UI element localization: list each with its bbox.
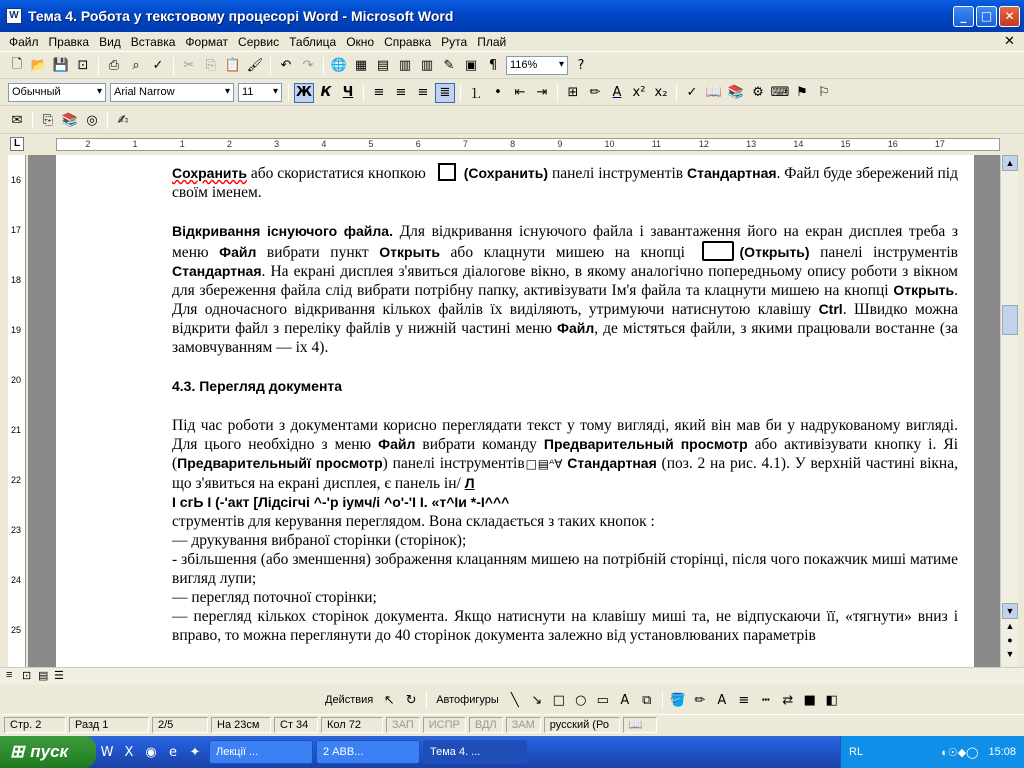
tables-borders-icon[interactable]: ▦ [354, 58, 368, 73]
text-bold: Стандартная [687, 165, 777, 181]
section-heading: 4.3. Перегляд документа [172, 378, 343, 394]
status-bar [0, 714, 1024, 734]
save-icon[interactable]: 💾 [52, 58, 70, 73]
menu-insert[interactable]: Вставка [130, 34, 176, 49]
vruler-tick: 23 [11, 525, 22, 535]
help-icon[interactable]: ? [577, 58, 585, 73]
oval-icon[interactable]: ○ [575, 692, 587, 708]
ruler-tick: 2 [226, 139, 232, 149]
tools-icon[interactable]: ⚙ [752, 85, 764, 100]
vertical-scrollbar[interactable] [1000, 155, 1018, 667]
drawing-toolbar [0, 686, 1024, 714]
print-icon[interactable]: ⎙ [108, 58, 120, 73]
signature-icon[interactable]: ✍ [117, 112, 129, 128]
status-line: Ст 34 [274, 717, 318, 733]
decrease-indent-icon[interactable]: ⇤ [514, 85, 526, 100]
spellcheck-icon[interactable]: ✓ [686, 85, 698, 100]
subscript-icon[interactable]: x₂ [654, 85, 668, 100]
status-ext[interactable]: ВДЛ [469, 717, 503, 733]
list-item: - збільшення (або зменшення) зображення клацанням мишею на потрібній сторінці, після чого покажчик миші матиме вигляд лупи; [172, 551, 958, 587]
vruler-tick: 16 [11, 175, 22, 185]
close-button[interactable]: ✕ [999, 6, 1020, 27]
translate-icon[interactable]: ⚐ [818, 85, 830, 100]
list-item: — перегляд поточної сторінки; [172, 589, 377, 606]
document-text[interactable] [172, 163, 958, 645]
prev-page-icon[interactable]: ▲ [1005, 621, 1015, 631]
hyperlink-icon[interactable]: 🌐 [330, 58, 348, 73]
flag-icon[interactable]: ⚑ [796, 85, 808, 100]
list-item: — перегляд кількох сторінок документа. Якщо натиснути на клавішу миші та, не відпускаючи її, «тягнути» вниз і вправо, то можна переглянути до 40 сторінок документа залежно від установлюваних параметрів [172, 608, 958, 644]
vertical-ruler[interactable] [8, 155, 26, 667]
superscript-icon[interactable]: x² [632, 85, 646, 100]
spelling-icon[interactable]: ✓ [152, 58, 164, 73]
status-language[interactable]: русский (Ро [544, 717, 620, 733]
status-rec[interactable]: ЗАП [386, 717, 420, 733]
text-bold: Відкривання існуючого файла. [172, 223, 393, 239]
text-run: . Файл буде збережений під своїм іменем. [172, 165, 959, 201]
status-col: Кол 72 [321, 717, 383, 733]
windows-logo-icon: ⊞ [10, 742, 25, 761]
print-preview-icon[interactable]: ⌕ [132, 58, 140, 73]
line-icon[interactable]: ╲ [510, 692, 519, 708]
spelling-status-icon[interactable]: 📖 [623, 717, 657, 733]
text-bold: Стандартная [172, 263, 262, 279]
rectangle-icon[interactable]: □ [552, 692, 565, 708]
scroll-thumb[interactable] [1002, 305, 1018, 335]
quicklaunch-browser-icon[interactable]: e [169, 744, 177, 760]
ruler-tick: 3 [274, 139, 280, 149]
ruler-tick: 7 [462, 139, 468, 149]
drawing-icon[interactable]: ✎ [443, 58, 455, 73]
text-run: Під час роботи з документами корисно переглядати текст у тому вигляді, який він мав би у надрукованому вигляді. Для цього необхідно з меню [172, 417, 958, 453]
status-trk[interactable]: ИСПР [423, 717, 466, 733]
keyboard-icon[interactable]: ⌨ [770, 85, 790, 100]
media-icon[interactable]: ◎ [86, 112, 98, 128]
ruler-tick: 16 [887, 139, 898, 149]
separator [557, 84, 558, 102]
scroll-down-arrow[interactable]: ▼ [1002, 603, 1018, 619]
vruler-tick: 21 [11, 425, 22, 435]
rotate-icon[interactable]: ↻ [405, 692, 417, 708]
quicklaunch-misc-icon[interactable]: ✦ [189, 744, 201, 760]
ruler-tick: 17 [934, 139, 945, 149]
menu-format[interactable]: Формат [185, 34, 229, 49]
bold-button[interactable]: Ж [294, 83, 314, 103]
ruler-tick: 11 [651, 139, 662, 149]
paste-icon[interactable]: 📋 [224, 58, 242, 73]
shadow-icon[interactable]: ■ [803, 692, 816, 708]
3d-icon[interactable]: ◧ [825, 692, 838, 708]
paragraph-save [172, 163, 958, 202]
text-bold: Ctrl [818, 301, 843, 317]
separator [662, 691, 663, 709]
arrow-icon[interactable]: ↘ [531, 692, 543, 708]
menu-edit[interactable]: Правка [48, 34, 90, 49]
horizontal-scrollbar[interactable] [0, 667, 1024, 685]
separator [107, 111, 108, 129]
text-run: ) панелі інструментів [382, 455, 525, 472]
web-view-icon[interactable]: ⊡ [22, 670, 32, 682]
title-bar[interactable] [0, 0, 1024, 32]
paragraph-open [172, 222, 958, 357]
separator [426, 691, 427, 709]
ruler-tick: 10 [604, 139, 615, 149]
text-color-icon[interactable]: A [717, 692, 727, 708]
menu-window[interactable]: Окно [346, 34, 375, 49]
ruler-tick: 5 [368, 139, 374, 149]
undo-icon[interactable]: ↶ [280, 58, 292, 73]
align-left-icon[interactable]: ≡ [373, 85, 385, 100]
text-run: . На екрані дисплея з'явиться діалогове вікно, в якому аналогічно попередньому опису роботи з вікном для збереження файла слід вибрати потрібну папку, активізувати Ім'я файла та клацнути мишею на кнопці [172, 263, 958, 299]
menu-help[interactable]: Справка [384, 34, 432, 49]
taskbar [0, 736, 1024, 768]
vruler-tick: 19 [11, 325, 22, 335]
cut-icon[interactable]: ✂ [183, 58, 195, 73]
text-run: або скористатися кнопкою [246, 165, 430, 182]
task-button[interactable]: Тема 4. ... [423, 740, 527, 764]
envelope-icon[interactable]: ✉ [11, 112, 23, 128]
tray-icons[interactable]: ◐☉◆◯ [941, 746, 979, 759]
ruler-tick: 1 [132, 139, 138, 149]
text-bold: Файл [378, 436, 416, 452]
vruler-tick: 20 [11, 375, 22, 385]
font-select[interactable]: Arial Narrow ▾ [110, 83, 234, 102]
text-run: або активізувати кнопку і. Яі ( [172, 436, 958, 472]
text-bold: Предварительныйї просмотр [177, 455, 383, 471]
paragraph-text: струментів для керування переглядом. Вона складається з таких кнопок : [172, 513, 655, 530]
folder-open-icon [702, 241, 734, 261]
text-run: панелі інструментів [548, 165, 688, 182]
underline-button[interactable]: Ч [342, 85, 354, 100]
ruler-tick: 8 [510, 139, 516, 149]
text-run: , де містяться файли, з якими працювали востанне (за замовчуванням — іх 4). [172, 320, 958, 356]
text-bold: Сохранить [172, 165, 247, 181]
outline-view-icon[interactable]: ☰ [54, 670, 64, 682]
quicklaunch-excel-icon[interactable]: X [124, 744, 134, 760]
separator [460, 84, 461, 102]
ruler-tick: 9 [557, 139, 563, 149]
status-at: На 23см [211, 717, 271, 733]
clipart-icon[interactable]: ⧉ [642, 692, 652, 708]
document-map-icon[interactable]: ▣ [464, 58, 478, 73]
ruler-tick: 1 [179, 139, 185, 149]
ruler-tick: 15 [840, 139, 851, 149]
text-bold: Л [464, 475, 475, 491]
numbering-icon[interactable]: ⒈ [469, 87, 483, 102]
text-bold: Открыть [379, 244, 440, 260]
window-title: Тема 4. Робота у текстовому процесорі Word - Microsoft Word [28, 8, 454, 24]
system-tray [840, 736, 1024, 768]
copy-icon[interactable]: ⎘ [205, 58, 217, 73]
line-color-icon[interactable]: ✏ [694, 692, 706, 708]
text-run: . Швидко можна відкрити файл з переліку файлів у нижній частині меню [172, 301, 958, 337]
highlight-icon[interactable]: ✏ [589, 85, 601, 100]
borders-icon[interactable]: ⊞ [567, 85, 579, 100]
separator [323, 57, 324, 75]
permission-icon[interactable]: ⊡ [77, 58, 89, 73]
browse-object-icon[interactable]: ● [1007, 635, 1013, 645]
text-run: вибрати пункт [256, 244, 380, 261]
separator [288, 84, 289, 102]
dictionary-icon[interactable]: 📚 [727, 85, 745, 100]
text-bold: Файл [557, 320, 595, 336]
doc-close-icon[interactable]: ✕ [1004, 34, 1015, 49]
status-page: Стр. 2 [4, 717, 66, 733]
next-page-icon[interactable]: ▼ [1005, 649, 1015, 659]
ruler-tick: 14 [793, 139, 804, 149]
text-bold: Предварительный просмотр [543, 436, 748, 452]
language-indicator[interactable]: RL [849, 746, 864, 758]
vruler-tick: 18 [11, 275, 22, 285]
preview-toolbar-icon: □▤ᴬ∀ [524, 457, 568, 471]
draw-menu-button[interactable]: Действия [325, 694, 374, 706]
horizontal-ruler[interactable] [0, 135, 1024, 153]
textbox-icon[interactable]: ▭ [596, 692, 609, 708]
print-layout-icon[interactable]: ▤ [38, 670, 49, 682]
text-run: . Для одночасного відкривання кількох файлів їх виділяють, утримуючи натиснутою клавішу [172, 282, 958, 318]
tab-selector[interactable]: L [10, 137, 24, 151]
insert-table-icon[interactable]: ▤ [376, 58, 390, 73]
format-painter-icon[interactable]: 🖌 [246, 58, 264, 73]
vruler-tick: 25 [11, 625, 22, 635]
status-section: Разд 1 [69, 717, 149, 733]
ruler-tick: 2 [85, 139, 91, 149]
quicklaunch-word-icon[interactable]: W [100, 744, 114, 760]
menu-ruta[interactable]: Рута [441, 34, 468, 49]
normal-view-icon[interactable]: ≡ [6, 669, 13, 681]
menu-tools[interactable]: Сервис [238, 34, 280, 49]
text-bold: Открыть [893, 282, 955, 298]
separator [98, 57, 99, 75]
show-hide-icon[interactable]: ¶ [488, 58, 498, 73]
menu-file[interactable]: Файл [9, 34, 39, 49]
extra-toolbar [0, 107, 1024, 134]
open-icon[interactable]: 📂 [30, 58, 48, 73]
justify-icon[interactable]: ≣ [435, 83, 455, 103]
separator [173, 57, 174, 75]
separator [676, 84, 677, 102]
clock[interactable]: 15:08 [988, 746, 1016, 758]
text-run: (поз. 2 на рис. 4.1). У верхній частині вікна, що з'явиться на екрані дисплея, є панель ін/ [172, 455, 958, 492]
standard-toolbar [0, 53, 1024, 79]
font-color-icon[interactable]: A [612, 85, 622, 100]
dash-style-icon[interactable]: ┅ [761, 692, 770, 708]
text-bold: (Открыть) [739, 244, 810, 260]
wordart-icon[interactable]: A [620, 692, 630, 708]
fill-color-icon[interactable]: 🪣 [669, 692, 686, 708]
menu-table[interactable]: Таблица [289, 34, 337, 49]
separator [32, 111, 33, 129]
zoom-select[interactable]: 116% ▾ [506, 56, 568, 75]
bullets-icon[interactable]: • [494, 85, 502, 100]
text-run: Для відкривання існуючого файла і завантаження його на екран дисплея треба з меню [172, 223, 958, 261]
garbled-line: І сгЬ І (-'акт [Лідсігчі ^-'р іумч/і ^о'-'І І. «т^Іи *-І^^^ [172, 494, 510, 510]
status-pages: 2/5 [152, 717, 208, 733]
menu-view[interactable]: Вид [99, 34, 121, 49]
new-icon[interactable]: 🗋 [11, 56, 23, 72]
increase-indent-icon[interactable]: ⇥ [536, 85, 548, 100]
style-select[interactable]: Обычный ▾ [8, 83, 106, 102]
maximize-button[interactable]: □ [976, 6, 997, 27]
columns-icon[interactable]: ▥ [420, 58, 434, 73]
arrow-style-icon[interactable]: ⇄ [782, 692, 794, 708]
font-size-select[interactable]: 11 ▾ [238, 83, 282, 102]
scroll-up-arrow[interactable]: ▲ [1002, 155, 1018, 171]
insert-file-icon[interactable]: ⎘ [42, 112, 54, 128]
formatting-toolbar [0, 80, 1024, 106]
separator [363, 84, 364, 102]
vruler-tick: 22 [11, 475, 22, 485]
menu-bar [0, 32, 1024, 52]
vruler-tick: 24 [11, 575, 22, 585]
status-ovr[interactable]: ЗАМ [506, 717, 541, 733]
paragraph-preview [172, 416, 958, 493]
list-item: — друкування вибраної сторінки (сторінок); [172, 532, 467, 549]
insert-excel-icon[interactable]: ▥ [398, 58, 412, 73]
library-icon[interactable]: 📚 [61, 112, 79, 128]
task-button[interactable]: Лекції ... [209, 740, 313, 764]
book-icon[interactable]: 📖 [705, 85, 723, 100]
save-icon [438, 163, 456, 181]
text-bold: (Сохранить) [463, 165, 549, 181]
task-button[interactable]: 2 АВВ... [316, 740, 420, 764]
start-label: пуск [30, 742, 69, 761]
page[interactable] [56, 155, 974, 667]
separator [270, 57, 271, 75]
document-area [28, 155, 1000, 667]
vruler-tick: 17 [11, 225, 22, 235]
word-doc-icon[interactable]: W [6, 8, 22, 24]
text-run: вибрати команду [415, 436, 544, 453]
ruler-bar[interactable] [56, 138, 1000, 151]
italic-button[interactable]: К [320, 85, 332, 100]
text-bold: Файл [219, 244, 257, 260]
text-bold: Стандартная [567, 455, 657, 471]
autoshapes-button[interactable]: Автофигуры [436, 694, 499, 706]
ruler-tick: 4 [321, 139, 327, 149]
align-center-icon[interactable]: ≡ [395, 85, 407, 100]
ruler-tick: 6 [415, 139, 421, 149]
line-style-icon[interactable]: ≡ [738, 692, 750, 708]
text-run: панелі інструментів [809, 244, 958, 261]
align-right-icon[interactable]: ≡ [417, 85, 429, 100]
ruler-tick: 12 [698, 139, 709, 149]
text-run: або клацнути мишею на кнопці [440, 244, 696, 261]
start-button[interactable] [0, 736, 96, 768]
minimize-button[interactable]: _ [953, 6, 974, 27]
redo-icon[interactable]: ↷ [302, 58, 314, 73]
select-pointer-icon[interactable]: ↖ [383, 692, 395, 708]
menu-plai[interactable]: Плай [477, 34, 507, 49]
quicklaunch-media-icon[interactable]: ◉ [145, 744, 157, 760]
ruler-tick: 13 [746, 139, 757, 149]
